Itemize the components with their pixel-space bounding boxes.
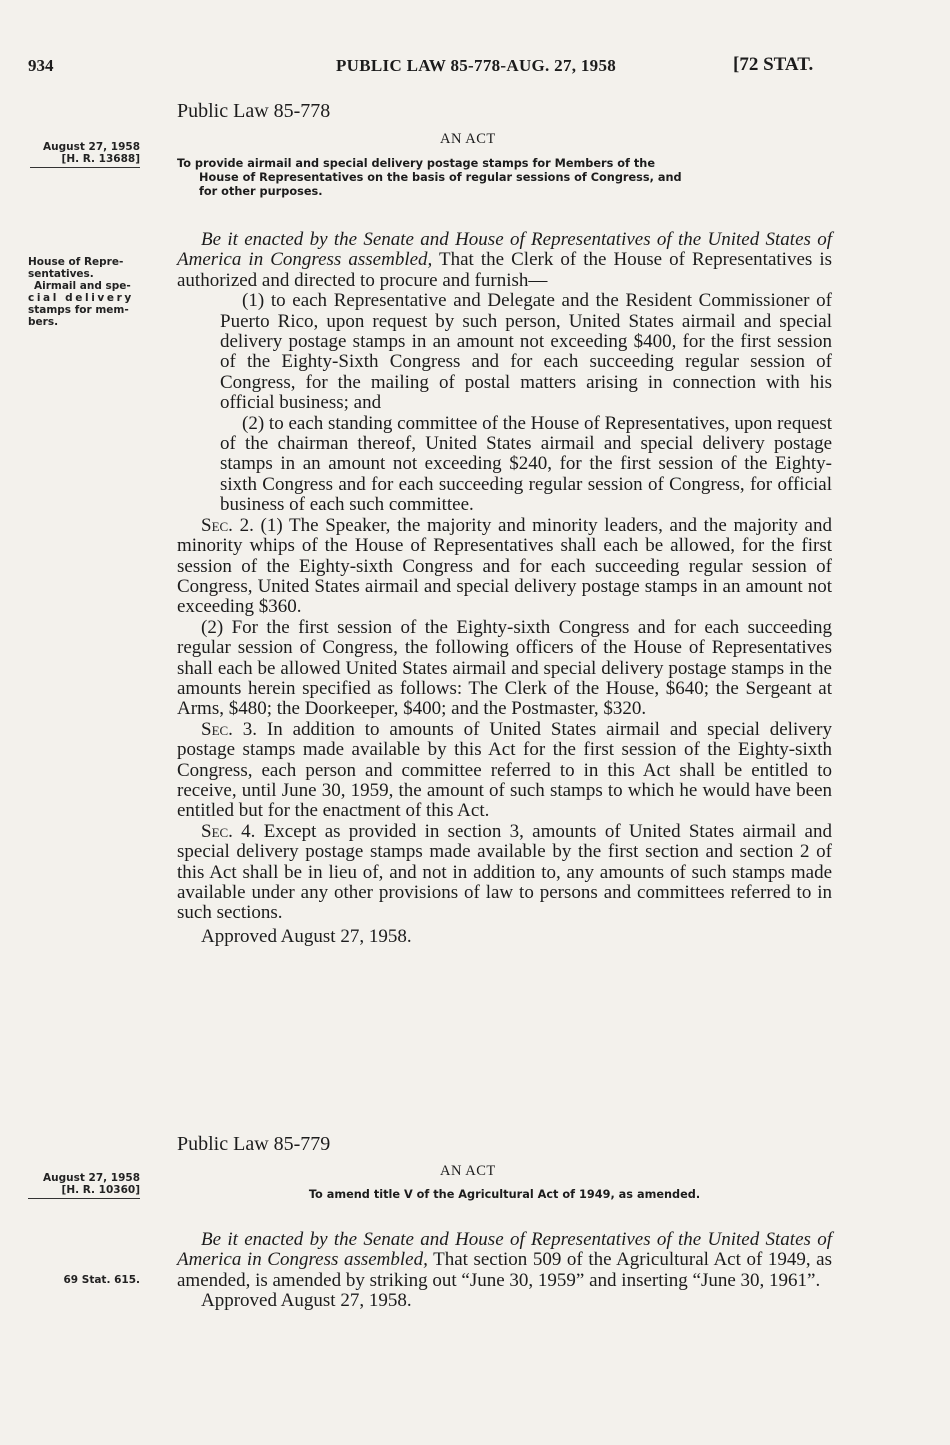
margin-bill-1: [H. R. 13688] xyxy=(61,153,140,165)
section-3 xyxy=(177,720,832,822)
purpose-2: To amend title V of the Agricultural Act of 1949, as amended. xyxy=(308,1188,701,1201)
enacting-rest-1: That the Clerk of the House of Representatives is authorized and directed to procure and furnish— xyxy=(177,249,832,291)
enacting-clause-2 xyxy=(177,1230,832,1291)
sec-4-text: Except as provided in section 3, amounts of United States airmail and special delivery postage stamps made available by the first section and section 2 of this Act shall be in lieu of, and not in addition to, any amounts of such stamps made available under any other provisions of law to persons and committees referred to in such sections. xyxy=(177,820,832,924)
purpose-1-line-3: for other purposes. xyxy=(199,185,323,198)
sec-2-label: Sec. 2. xyxy=(201,514,254,536)
sec-2-text: (1) The Speaker, the majority and minority leaders, and the majority and minority whips of the House of Representatives shall each be allowed, for the first session of the Eighty-sixth Congress and for each succeeding regular session of Congress, United States airmail and special delivery postage stamps in an amount not exceeding $360. xyxy=(177,514,832,618)
sec-4-label: Sec. 4. xyxy=(201,820,256,842)
margin-note-line: Airmail and spe- xyxy=(34,280,131,292)
enacting-italic-1: Be it enacted by the Senate and House of Representatives of the United States of America in Congress assembled, xyxy=(177,229,832,271)
sec-3-label: Sec. 3. xyxy=(201,718,258,740)
law-title-85-778: Public Law 85-778 xyxy=(177,100,331,122)
law-2-body xyxy=(177,1230,832,1312)
section-4 xyxy=(177,822,832,924)
law-1-body xyxy=(177,230,832,947)
margin-bill-2: [H. R. 10360] xyxy=(61,1184,140,1196)
margin-date-block-1 xyxy=(30,141,140,168)
enacting-rest-2: That section 509 of the Agricultural Act of 1949, as amended, is amended by striking out “June 30, 1959” and inserting “June 30, 1961”. xyxy=(177,1249,832,1291)
sec-3-text: In addition to amounts of United States airmail and special delivery postage stamps made available by this Act for the first session of the Eighty-sixth Congress, each person and committee referred to in this Act shall be entitled to receive, until June 30, 1959, the amount of such stamps to which he would have been entitled but for the enactment of this Act. xyxy=(177,718,832,822)
margin-date-2: August 27, 1958 xyxy=(43,1172,140,1184)
margin-date-block-2 xyxy=(28,1172,140,1199)
margin-stat-ref: 69 Stat. 615. xyxy=(63,1274,140,1286)
margin-rule-1 xyxy=(30,167,140,168)
margin-note-line: bers. xyxy=(28,316,59,328)
margin-note-line: House of Repre- xyxy=(28,256,124,268)
enacting-italic-2: Be it enacted by the Senate and House of Representatives of the United States of America in Congress assembled, xyxy=(177,1229,832,1271)
margin-note-line: sentatives. xyxy=(28,268,94,280)
section-2-paragraph-2: (2) For the first session of the Eighty-sixth Congress and for each succeeding regular session of Congress, the following officers of the House of Representatives shall each be allowed United States airmail and special delivery postage stamps in the amounts herein specified as follows: The Clerk of the House, $640; the Sergeant at Arms, $480; the Doorkeeper, $400; and the Postmaster, $320. xyxy=(177,616,832,720)
law-title-85-779: Public Law 85-779 xyxy=(177,1133,331,1155)
approved-2: Approved August 27, 1958. xyxy=(201,1290,412,1312)
item-1: (1) to each Representative and Delegate and the Resident Commissioner of Puerto Rico, upon request by such person, United States airmail and special delivery postage stamps in an amount not exceeding $400, for the first session of the Eighty-Sixth Congress and for each succeeding regular session of Congress, for the mailing of postal matters arising in connection with his official business; and xyxy=(220,290,832,414)
act-label-2: AN ACT xyxy=(440,1163,496,1179)
margin-note-line: cial delivery xyxy=(28,292,134,304)
margin-date-1: August 27, 1958 xyxy=(43,141,140,153)
approved-1: Approved August 27, 1958. xyxy=(201,925,412,947)
section-2-paragraph-1 xyxy=(177,516,832,618)
margin-subject-note xyxy=(28,256,140,328)
act-label-1: AN ACT xyxy=(440,131,496,147)
item-2: (2) to each standing committee of the House of Representatives, upon request of the chairman thereof, United States airmail and special delivery postage stamps in an amount not exceeding $240, for the first session of the Eighty-sixth Congress and for each succeeding regular session of Congress, for official business of each such committee. xyxy=(220,412,832,516)
margin-note-line: stamps for mem- xyxy=(28,304,129,316)
running-header-title: PUBLIC LAW 85-778-AUG. 27, 1958 xyxy=(336,56,617,75)
purpose-1-line-2: House of Representatives on the basis of regular sessions of Congress, and xyxy=(199,171,682,184)
statute-volume: [72 STAT. xyxy=(733,54,814,75)
enacting-clause-1 xyxy=(177,230,832,291)
margin-rule-2 xyxy=(28,1198,140,1199)
purpose-1 xyxy=(177,157,832,199)
page-number: 934 xyxy=(28,56,54,75)
purpose-1-line-1: To provide airmail and special delivery postage stamps for Members of the xyxy=(177,157,655,170)
